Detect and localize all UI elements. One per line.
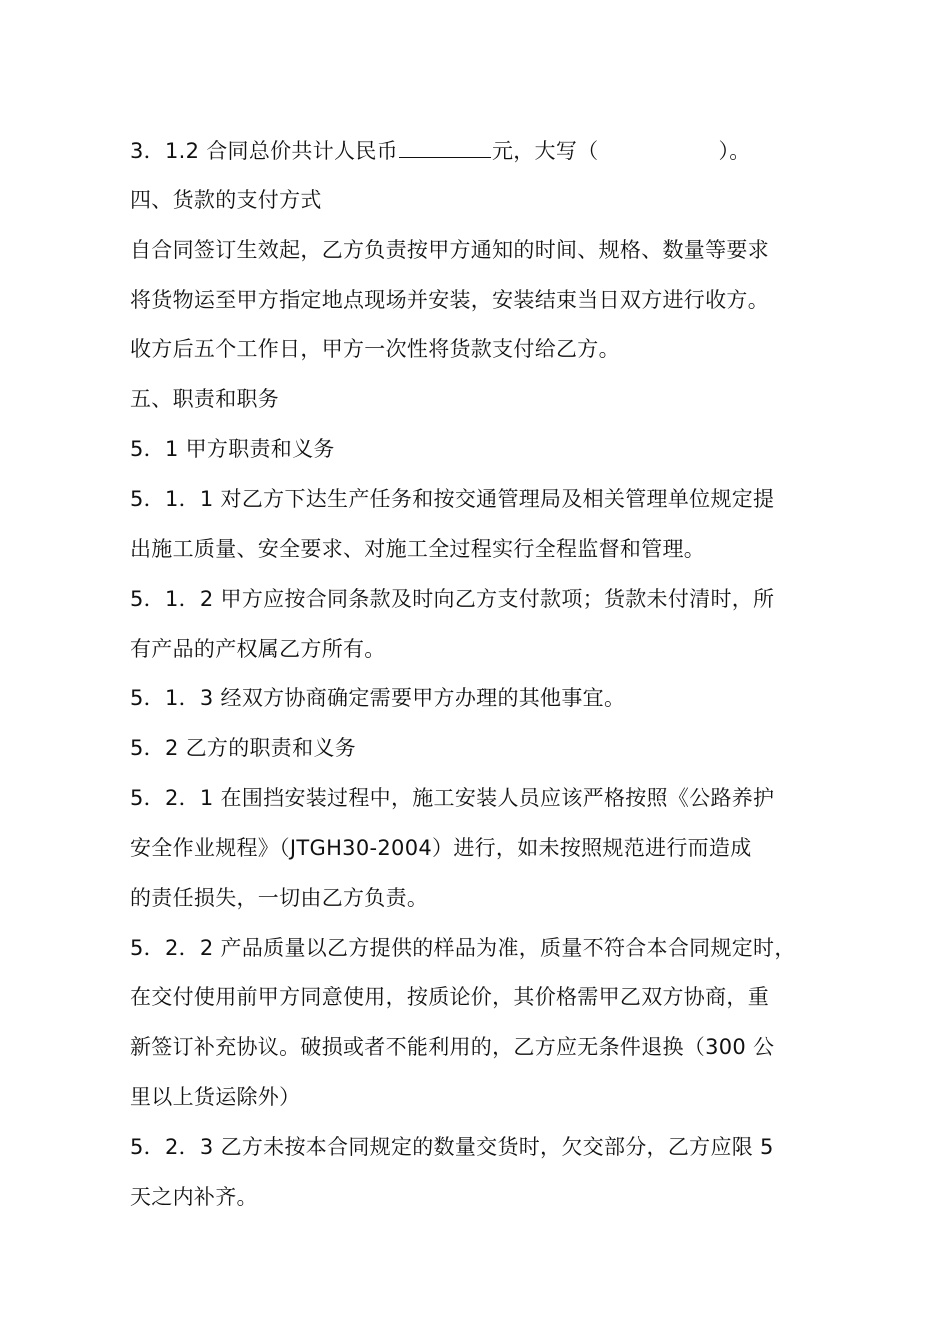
clause-line: 5．1．3 经双方协商确定需要甲方办理的其他事宜。 [130, 686, 626, 710]
clause-line: 5．1．1 对乙方下达生产任务和按交通管理局及相关管理单位规定提 [130, 487, 775, 511]
subsection-heading-party-b: 5．2 乙方的职责和义务 [130, 736, 356, 760]
contract-price-label: 3．1.2 合同总价共计人民币 [130, 139, 398, 163]
section-heading-duties: 五、职责和职务 [130, 387, 280, 411]
clause-line: 出施工质量、安全要求、对施工全过程实行全程监督和管理。 [130, 537, 706, 561]
paragraph-line: 将货物运至甲方指定地点现场并安装，安装结束当日双方进行收方。 [130, 288, 769, 312]
subsection-heading-party-a: 5．1 甲方职责和义务 [130, 437, 335, 461]
clause-line: 新签订补充协议。破损或者不能利用的，乙方应无条件退换（300 公 [130, 1035, 775, 1059]
clause-line: 有产品的产权属乙方所有。 [130, 637, 386, 661]
clause-line: 里以上货运除外） [130, 1085, 301, 1109]
section-heading-payment: 四、货款的支付方式 [130, 188, 322, 212]
clause-line: 安全作业规程》（JTGH30-2004）进行，如未按照规范进行而造成 [130, 836, 752, 860]
contract-price-close: ）。 [718, 139, 751, 163]
price-amount-blank [399, 137, 491, 158]
clause-line: 在交付使用前甲方同意使用，按质论价，其价格需甲乙双方协商，重 [130, 985, 769, 1009]
paragraph-line: 自合同签订生效起，乙方负责按甲方通知的时间、规格、数量等要求 [130, 238, 769, 262]
clause-line: 5．2．1 在围挡安装过程中，施工安装人员应该严格按照《公路养护 [130, 786, 775, 810]
contract-price-line [130, 136, 820, 166]
contract-price-uppercase-label: 元，大写（ [491, 139, 599, 163]
clause-line: 5．2．2 产品质量以乙方提供的样品为准，质量不符合本合同规定时， [130, 936, 796, 960]
clause-line: 的责任损失，一切由乙方负责。 [130, 886, 429, 910]
clause-line: 天之内补齐。 [130, 1185, 258, 1209]
clause-line: 5．2．3 乙方未按本合同规定的数量交货时，欠交部分，乙方应限 5 [130, 1135, 774, 1159]
paragraph-line: 收方后五个工作日，甲方一次性将货款支付给乙方。 [130, 337, 620, 361]
clause-line: 5．1．2 甲方应按合同条款及时向乙方支付款项；货款未付清时，所 [130, 587, 775, 611]
